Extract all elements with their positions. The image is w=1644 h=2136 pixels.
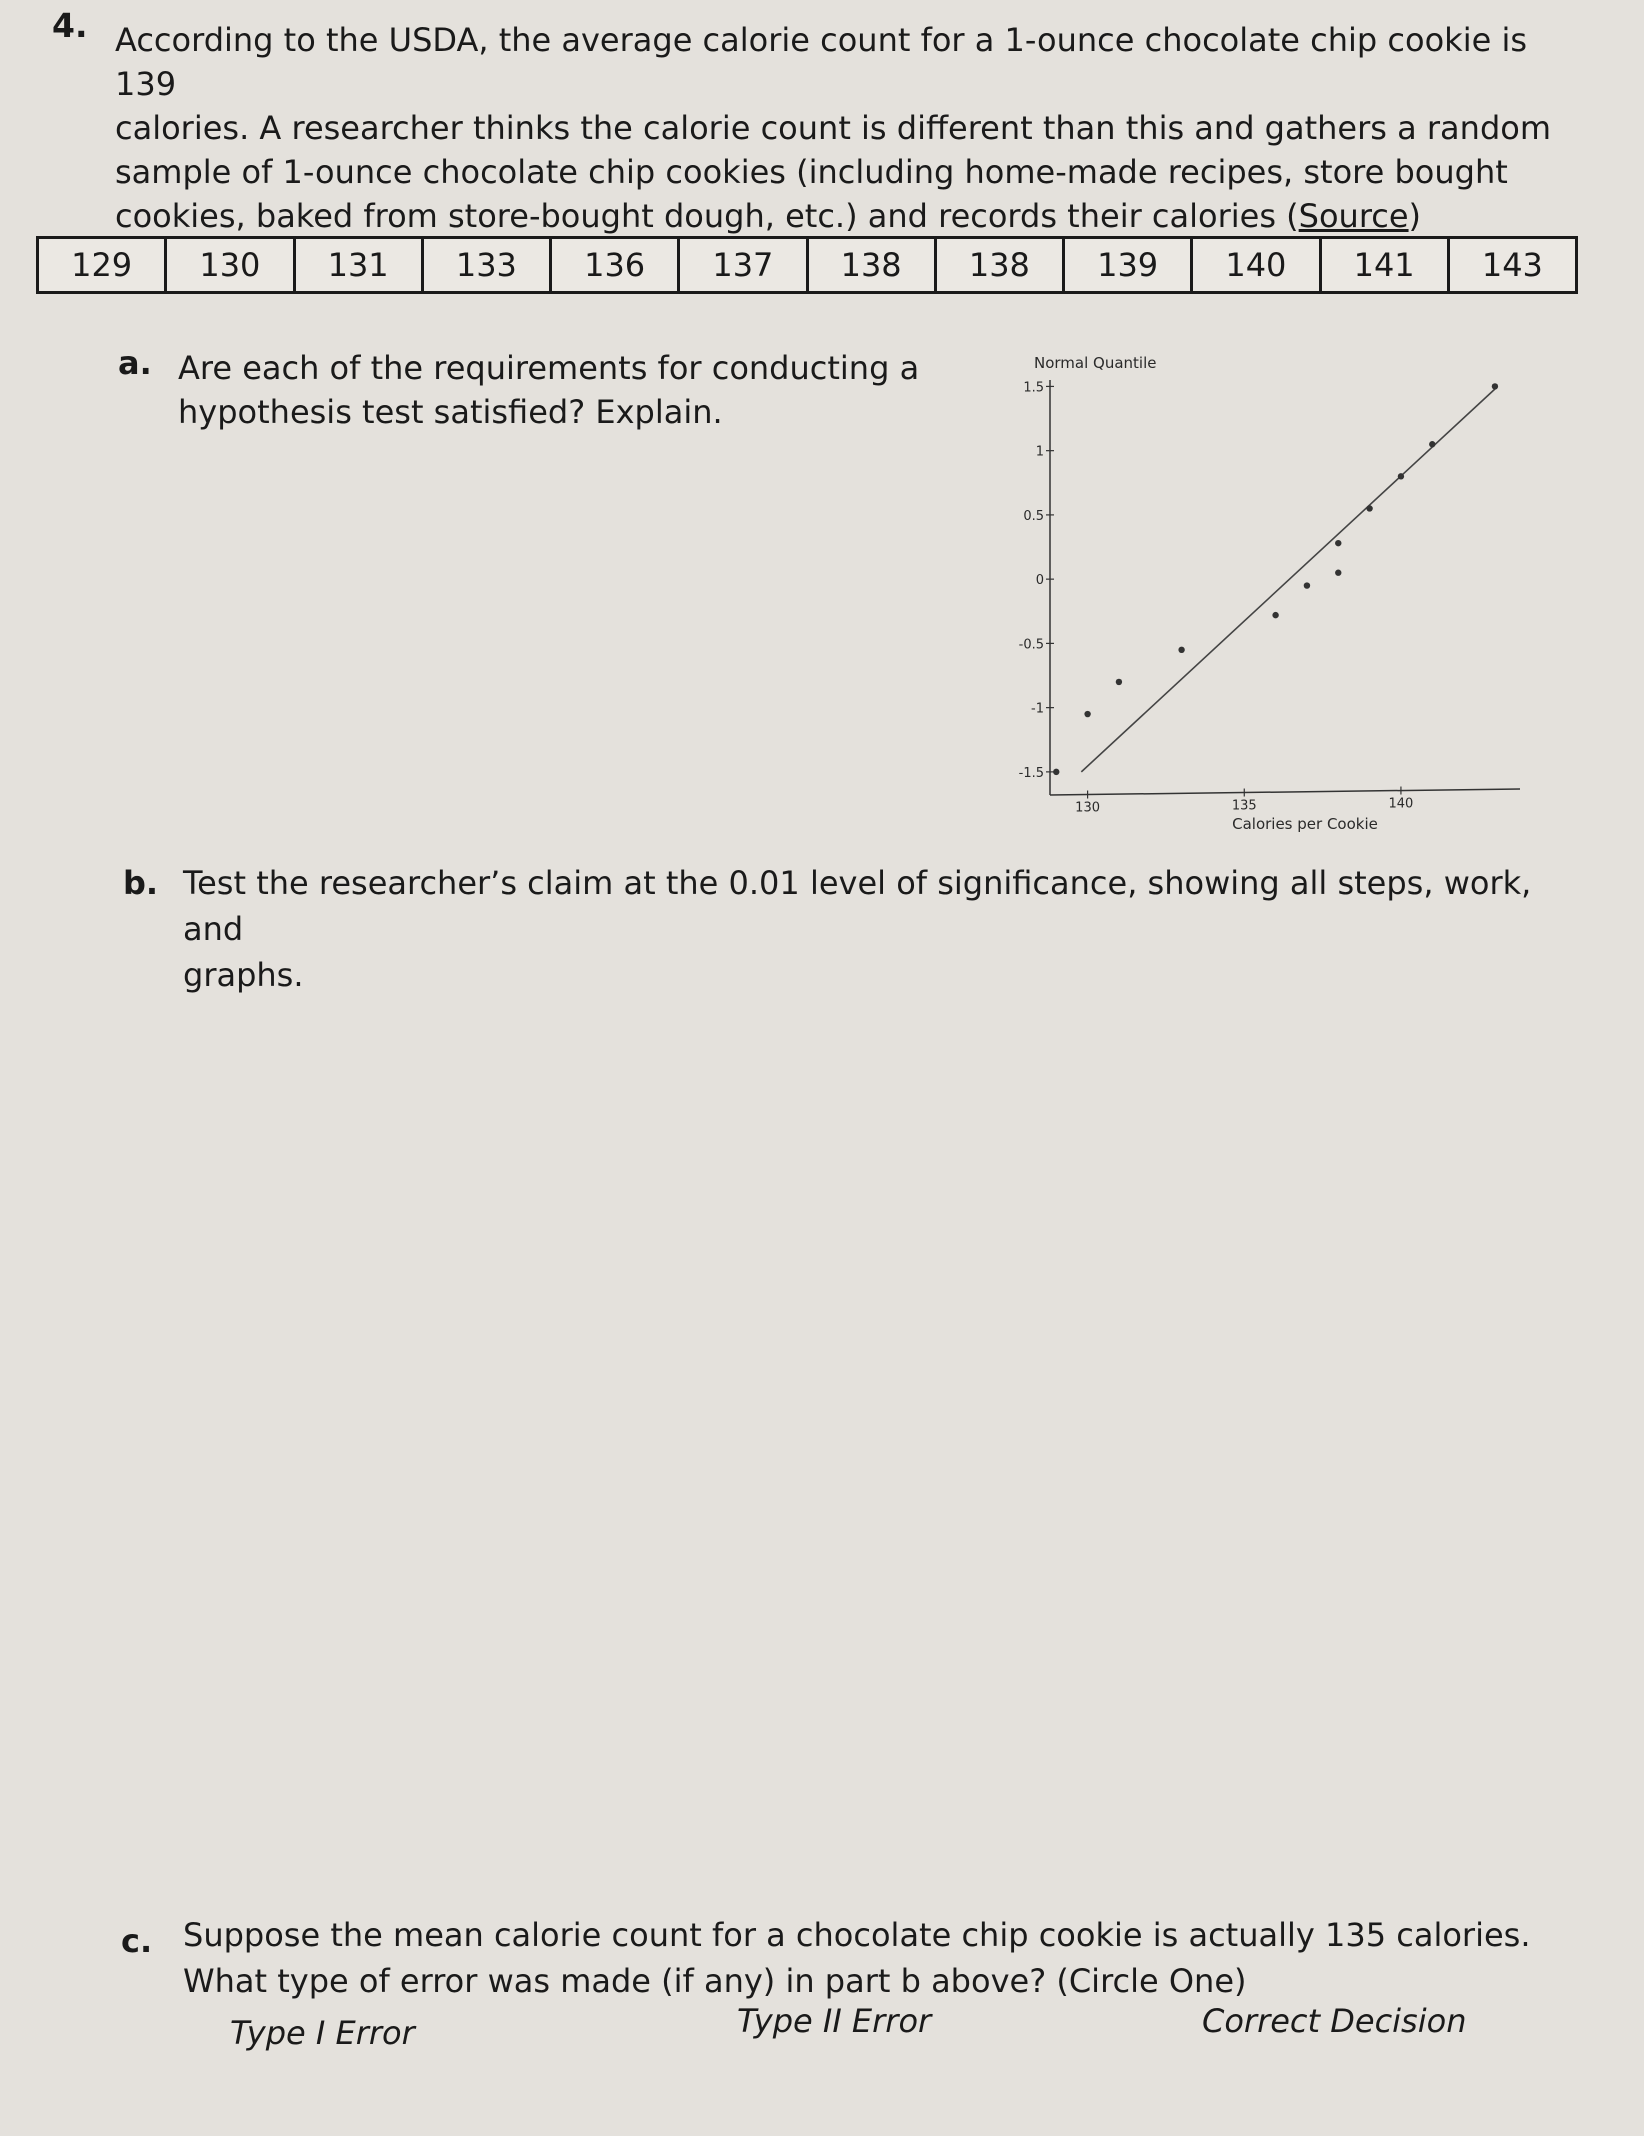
part-b-label: b. [123, 864, 159, 902]
data-point [1492, 383, 1498, 389]
table-row [38, 238, 1577, 293]
data-point [1335, 540, 1341, 546]
table-cell: 138 [807, 238, 935, 293]
table-cell: 139 [1064, 238, 1192, 293]
x-axis [1050, 789, 1520, 795]
part-b-line: Test the researcher’s claim at the 0.01 level of significance, showing all steps, work, and [183, 864, 1532, 948]
question-line [115, 194, 1575, 238]
y-tick-label: 1 [1035, 444, 1044, 460]
data-point [1116, 679, 1122, 685]
source-link[interactable]: Source [1298, 197, 1409, 235]
part-c-line: What type of error was made (if any) in part b above? (Circle One) [183, 1962, 1247, 2000]
table-cell: 138 [935, 238, 1063, 293]
data-point [1053, 769, 1059, 775]
part-c-text [183, 1912, 1563, 2004]
table-cell: 137 [679, 238, 807, 293]
data-point [1335, 570, 1341, 576]
data-point [1272, 612, 1278, 618]
table-cell: 136 [551, 238, 679, 293]
calorie-data-table [36, 236, 1578, 294]
question-line: According to the USDA, the average calorie count for a 1-ounce chocolate chip cookie is 139 [115, 21, 1527, 103]
part-a-label: a. [118, 344, 152, 382]
data-point [1304, 582, 1310, 588]
part-a-text [178, 346, 938, 434]
y-tick-label: -1.5 [1018, 765, 1044, 781]
x-tick-label: 130 [1075, 800, 1101, 816]
table-cell: 131 [294, 238, 422, 293]
y-tick-label: 0.5 [1023, 508, 1044, 524]
data-point [1429, 441, 1435, 447]
y-axis-label: Normal Quantile [1034, 354, 1157, 372]
part-c-line: Suppose the mean calorie count for a chocolate chip cookie is actually 135 calories. [183, 1916, 1531, 1954]
part-b-line: graphs. [183, 956, 304, 994]
data-point [1084, 711, 1090, 717]
choice-type-ii-error[interactable]: Type II Error [737, 2002, 932, 2040]
table-cell: 141 [1320, 238, 1448, 293]
question-line-prefix: cookies, baked from store-bought dough, etc.) and records their calories ( [115, 197, 1299, 235]
y-tick-label: -0.5 [1018, 637, 1044, 653]
data-point [1178, 647, 1184, 653]
table-cell: 140 [1192, 238, 1320, 293]
normal-quantile-plot [990, 340, 1530, 860]
table-cell: 143 [1448, 238, 1576, 293]
y-tick-label: 0 [1035, 573, 1044, 589]
question-number: 4. [52, 6, 88, 45]
y-tick-label: 1.5 [1023, 380, 1044, 396]
x-tick-label: 140 [1388, 796, 1414, 812]
data-point [1398, 473, 1404, 479]
question-line: calories. A researcher thinks the calorie count is different than this and gathers a random [115, 109, 1551, 147]
table-cell: 133 [422, 238, 550, 293]
question-line-suffix: ) [1408, 197, 1422, 235]
part-b-text [183, 860, 1563, 998]
choice-type-i-error[interactable]: Type I Error [230, 2014, 415, 2052]
table-cell: 130 [166, 238, 294, 293]
y-tick-label: -1 [1031, 701, 1044, 717]
part-a-line: hypothesis test satisfied? Explain. [178, 393, 723, 431]
question-line: sample of 1-ounce chocolate chip cookies (including home-made recipes, store bought [115, 153, 1508, 191]
part-c-label: c. [121, 1922, 153, 1960]
part-a-line: Are each of the requirements for conducting a [178, 349, 920, 387]
question-text [115, 18, 1575, 238]
data-point [1366, 505, 1372, 511]
x-axis-label: Calories per Cookie [1232, 815, 1378, 833]
x-tick-label: 135 [1231, 798, 1257, 814]
choice-correct-decision[interactable]: Correct Decision [1202, 2002, 1467, 2040]
table-cell: 129 [38, 238, 166, 293]
